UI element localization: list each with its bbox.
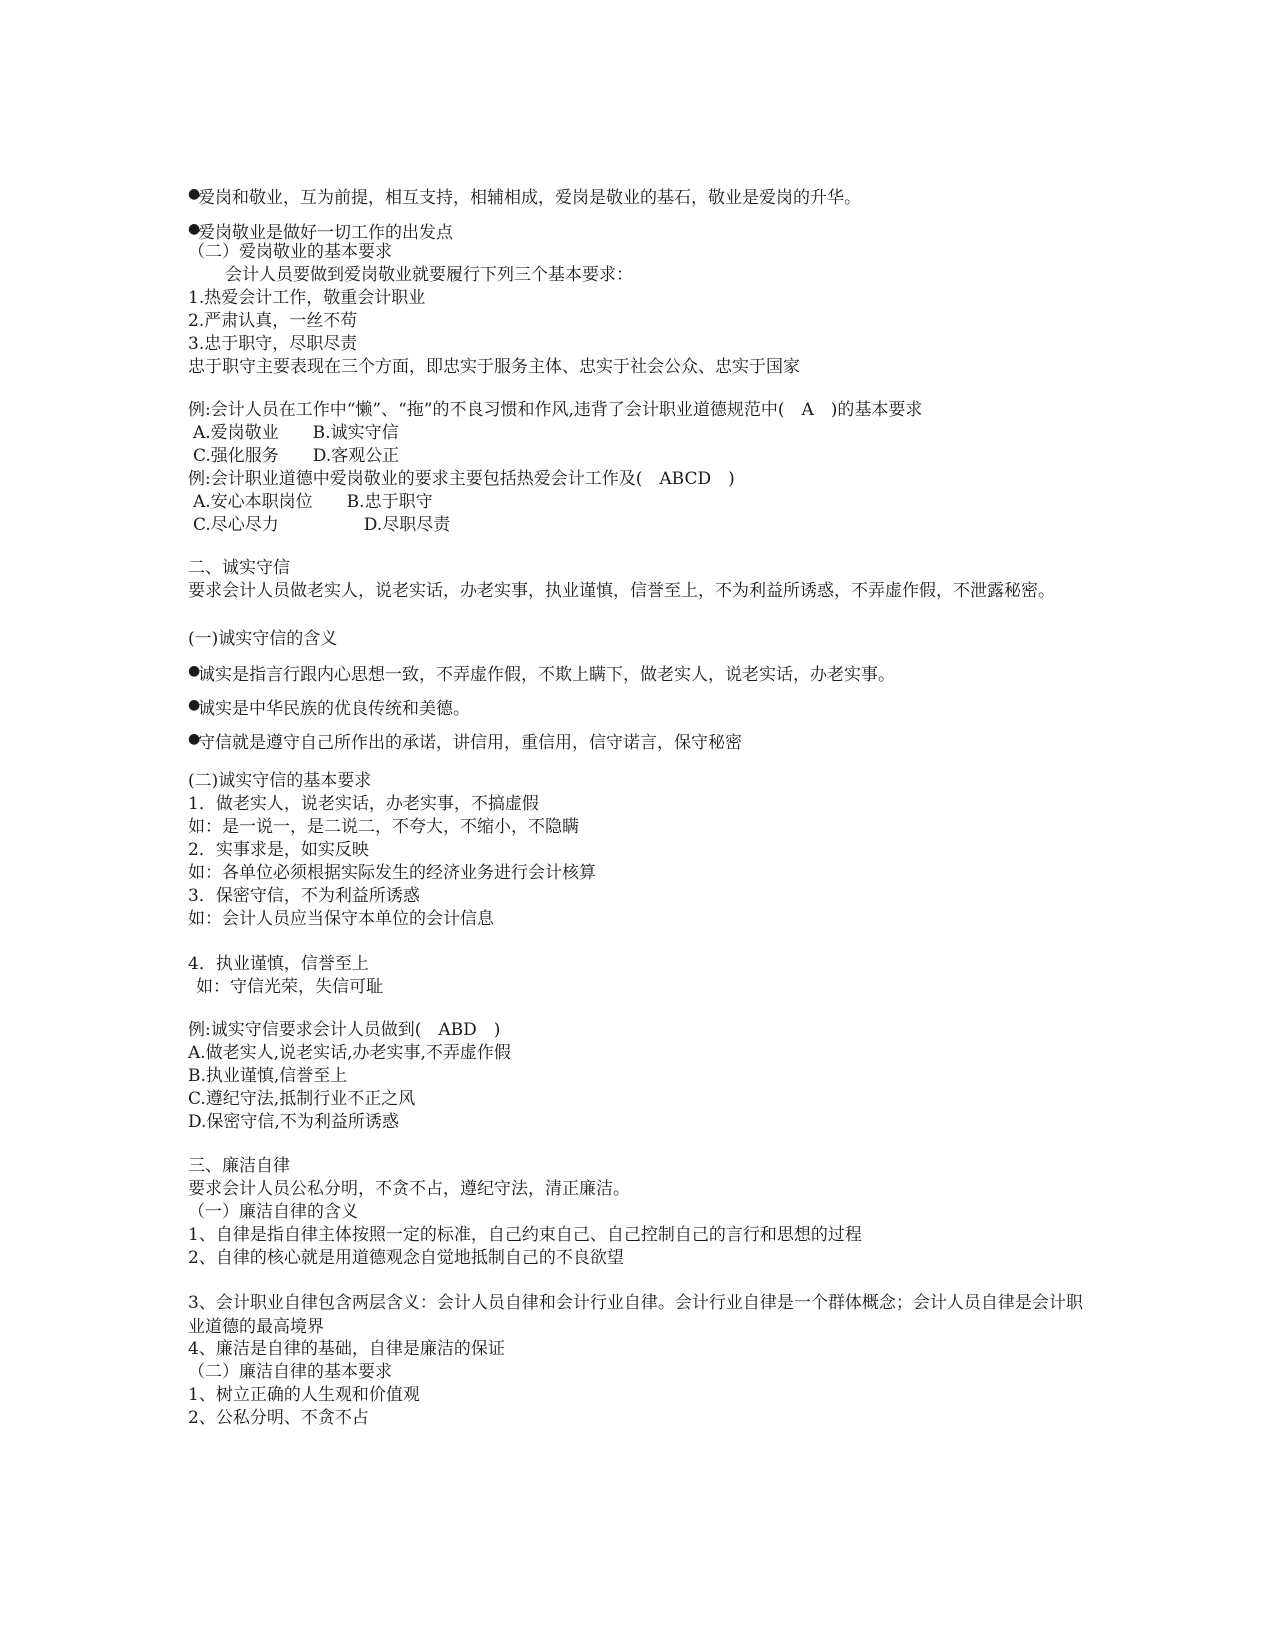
example-question: 例:会计职业道德中爱岗敬业的要求主要包括热爱会计工作及( ABCD ) <box>188 469 735 489</box>
list-item: 1.热爱会计工作，敬重会计职业 <box>188 288 426 308</box>
bullet-line: ●诚实是中华民族的优良传统和美德。 <box>188 698 470 721</box>
example-option: C.强化服务 D.客观公正 <box>193 446 400 466</box>
paragraph: 要求会计人员做老实人，说老实话，办老实事，执业谨慎，信誉至上，不为利益所诱惑，不弄虚作假，不泄露秘密。 <box>188 581 1055 601</box>
paragraph: 3、会计职业自律包含两层含义：会计人员自律和会计行业自律。会计行业自律是一个群体概念；会计人员自律是会计职业道德的最高境界 <box>188 1293 1083 1337</box>
section-heading: （一）廉洁自律的含义 <box>188 1202 358 1222</box>
section-heading: 二、诚实守信 <box>188 558 290 578</box>
section-heading: （二）爱岗敬业的基本要求 <box>188 242 392 262</box>
paragraph: 要求会计人员公私分明，不贪不占，遵纪守法，清正廉洁。 <box>188 1179 630 1199</box>
bullet-line: ●爱岗和敬业，互为前提，相互支持，相辅相成，爱岗是敬业的基石，敬业是爱岗的升华。 <box>188 187 861 210</box>
bullet-line: ●爱岗敬业是做好一切工作的出发点 <box>188 222 453 245</box>
section-heading: 三、廉洁自律 <box>188 1156 290 1176</box>
list-item: 如：会计人员应当保守本单位的会计信息 <box>188 909 494 929</box>
section-heading: (一)诚实守信的含义 <box>188 629 338 649</box>
bullet-icon: ● <box>188 697 201 713</box>
paragraph: 会计人员要做到爱岗敬业就要履行下列三个基本要求： <box>225 265 633 285</box>
example-option: D.保密守信,不为利益所诱惑 <box>188 1112 399 1132</box>
list-item: 3.忠于职守，尽职尽责 <box>188 334 358 354</box>
example-option: A.爱岗敬业 B.诚实守信 <box>193 423 399 443</box>
bullet-line: ●诚实是指言行跟内心思想一致，不弄虚作假，不欺上瞒下，做老实人，说老实话，办老实事。 <box>188 664 895 687</box>
bullet-icon: ● <box>188 731 201 747</box>
list-item: 2.严肃认真，一丝不苟 <box>188 311 358 331</box>
list-item: 2、自律的核心就是用道德观念自觉地抵制自己的不良欲望 <box>188 1248 624 1268</box>
bullet-icon: ● <box>188 221 201 237</box>
example-question: 例:会计人员在工作中“懒”、“拖”的不良习惯和作风,违背了会计职业道德规范中( A )的基本要求 <box>188 400 923 420</box>
example-option: B.执业谨慎,信誉至上 <box>188 1066 348 1086</box>
example-option: A.做老实人,说老实话,办老实事,不弄虚作假 <box>188 1043 511 1063</box>
list-item: 4、廉洁是自律的基础，自律是廉洁的保证 <box>188 1339 505 1359</box>
list-item: 4．执业谨慎，信誉至上 <box>188 954 369 974</box>
list-item: 1、自律是指自律主体按照一定的标准，自己约束自己、自己控制自己的言行和思想的过程 <box>188 1225 862 1245</box>
section-heading: (二)诚实守信的基本要求 <box>188 771 372 791</box>
bullet-icon: ● <box>188 186 201 202</box>
bullet-icon: ● <box>188 663 201 679</box>
list-item: 如：守信光荣，失信可耻 <box>196 977 383 997</box>
list-item: 如：是一说一，是二说二，不夸大，不缩小，不隐瞒 <box>188 817 579 837</box>
list-item: 1．做老实人，说老实话，办老实事，不搞虚假 <box>188 794 539 814</box>
list-item: 2．实事求是，如实反映 <box>188 840 369 860</box>
bullet-line: ●守信就是遵守自己所作出的承诺，讲信用，重信用，信守诺言，保守秘密 <box>188 732 742 755</box>
list-item: 1、树立正确的人生观和价值观 <box>188 1385 420 1405</box>
list-item: 3．保密守信，不为利益所诱惑 <box>188 886 420 906</box>
list-item: 2、公私分明、不贪不占 <box>188 1408 369 1428</box>
example-question: 例:诚实守信要求会计人员做到( ABD ) <box>188 1020 501 1040</box>
section-heading: （二）廉洁自律的基本要求 <box>188 1362 392 1382</box>
list-item: 如：各单位必须根据实际发生的经济业务进行会计核算 <box>188 863 596 883</box>
paragraph: 忠于职守主要表现在三个方面，即忠实于服务主体、忠实于社会公众、忠实于国家 <box>188 357 800 377</box>
example-option: A.安心本职岗位 B.忠于职守 <box>193 492 433 512</box>
example-option: C.遵纪守法,抵制行业不正之风 <box>188 1089 416 1109</box>
example-option: C.尽心尽力 D.尽职尽责 <box>193 515 451 535</box>
